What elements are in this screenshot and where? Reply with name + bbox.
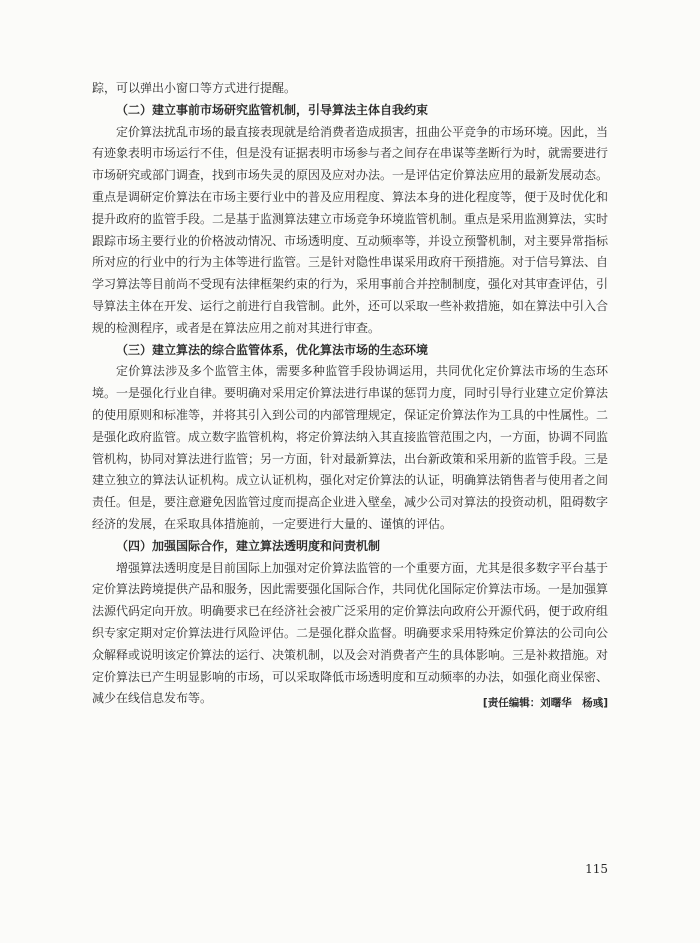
section-heading-2: （二）建立事前市场研究监管机制，引导算法主体自我约束 — [116, 102, 429, 117]
article-body — [92, 78, 608, 710]
section-heading-3: （三）建立算法的综合监管体系，优化算法市场的生态环境 — [116, 342, 429, 357]
paragraph-section-3: 定价算法涉及多个监管主体，需要多种监管手段协调运用，共同优化定价算法市场的生态环境。一是强化行业自律。要明确对采用定价算法进行串谋的惩罚力度，同时引导行业建立定价算法的使用原则和标准等，并将其引入到公司的内部管理规定，保证定价算法作为工具的中性属性。二是强化政府监管。成立数字监管机构，将定价算法纳入其直接监管范围之内，一方面，协调不同监管机构，协同对算法进行监管；另一方面，针对最新算法，出台新政策和采用新的监管手段。三是建立独立的算法认证机构。成立认证机构，强化对定价算法的认证，明确算法销售者与使用者之间责任。但是，要注意避免因监管过度而提高企业进入壁垒，减少公司对算法的投资动机，阻碍数字经济的发展，在采取具体措施前，一定要进行大量的、谨慎的评估。 — [92, 364, 609, 531]
paragraph-section-4: 增强算法透明度是目前国际上加强对定价算法监管的一个重要方面，尤其是很多数字平台基于定价算法跨境提供产品和服务，因此需要强化国际合作，共同优化国际定价算法市场。一是加强算法源代码定向开放。明确要求已在经济社会被广泛采用的定价算法向政府公开源代码，便于政府组织专家定期对定价算法进行风险评估。二是强化群众监督。明确要求采用特殊定价算法的公司向公众解释或说明该定价算法的运行、决策机制，以及会对消费者产生的具体影响。三是补救措施。对定价算法已产生明显影响的市场，可以采取降低市场透明度和互动频率的办法，如强化商业保密、减少在线信息发布等。 — [92, 560, 609, 706]
section-heading-4: （四）加强国际合作，建立算法透明度和问责机制 — [116, 538, 381, 553]
page-number: 115 — [585, 862, 608, 876]
paragraph-continuation: 踪，可以弹出小窗口等方式进行提醒。 — [92, 81, 297, 95]
paragraph-section-2: 定价算法扰乱市场的最直接表现就是给消费者造成损害，扭曲公平竞争的市场环境。因此，当有迹象表明市场运行不佳，但是没有证据表明市场参与者之间存在串谋等垄断行为时，就需要进行市场研究或部门调查，找到市场失灵的原因及应对办法。一是评估定价算法应用的最新发展动态。重点是调研定价算法在市场主要行业中的普及应用程度、算法本身的进化程度等，便于及时优化和提升政府的监管手段。二是基于监测算法建立市场竞争环境监管机制。重点是采用监测算法，实时跟踪市场主要行业的价格波动情况、市场透明度、互动频率等，并设立预警机制，对主要异常指标所对应的行业中的行为主体等进行监管。三是针对隐性串谋采用政府干预措施。对于信号算法、自学习算法等目前尚不受现有法律框架约束的行为，采用事前合并控制制度，强化对其审查评估，引导算法主体在开发、运行之前进行自我管制。此外，还可以采取一些补救措施，如在算法中引入合规的检测程序，或者是在算法应用之前对其进行审查。 — [92, 124, 609, 335]
editor-note: [责任编辑：刘曙华 杨彧] — [482, 697, 608, 709]
